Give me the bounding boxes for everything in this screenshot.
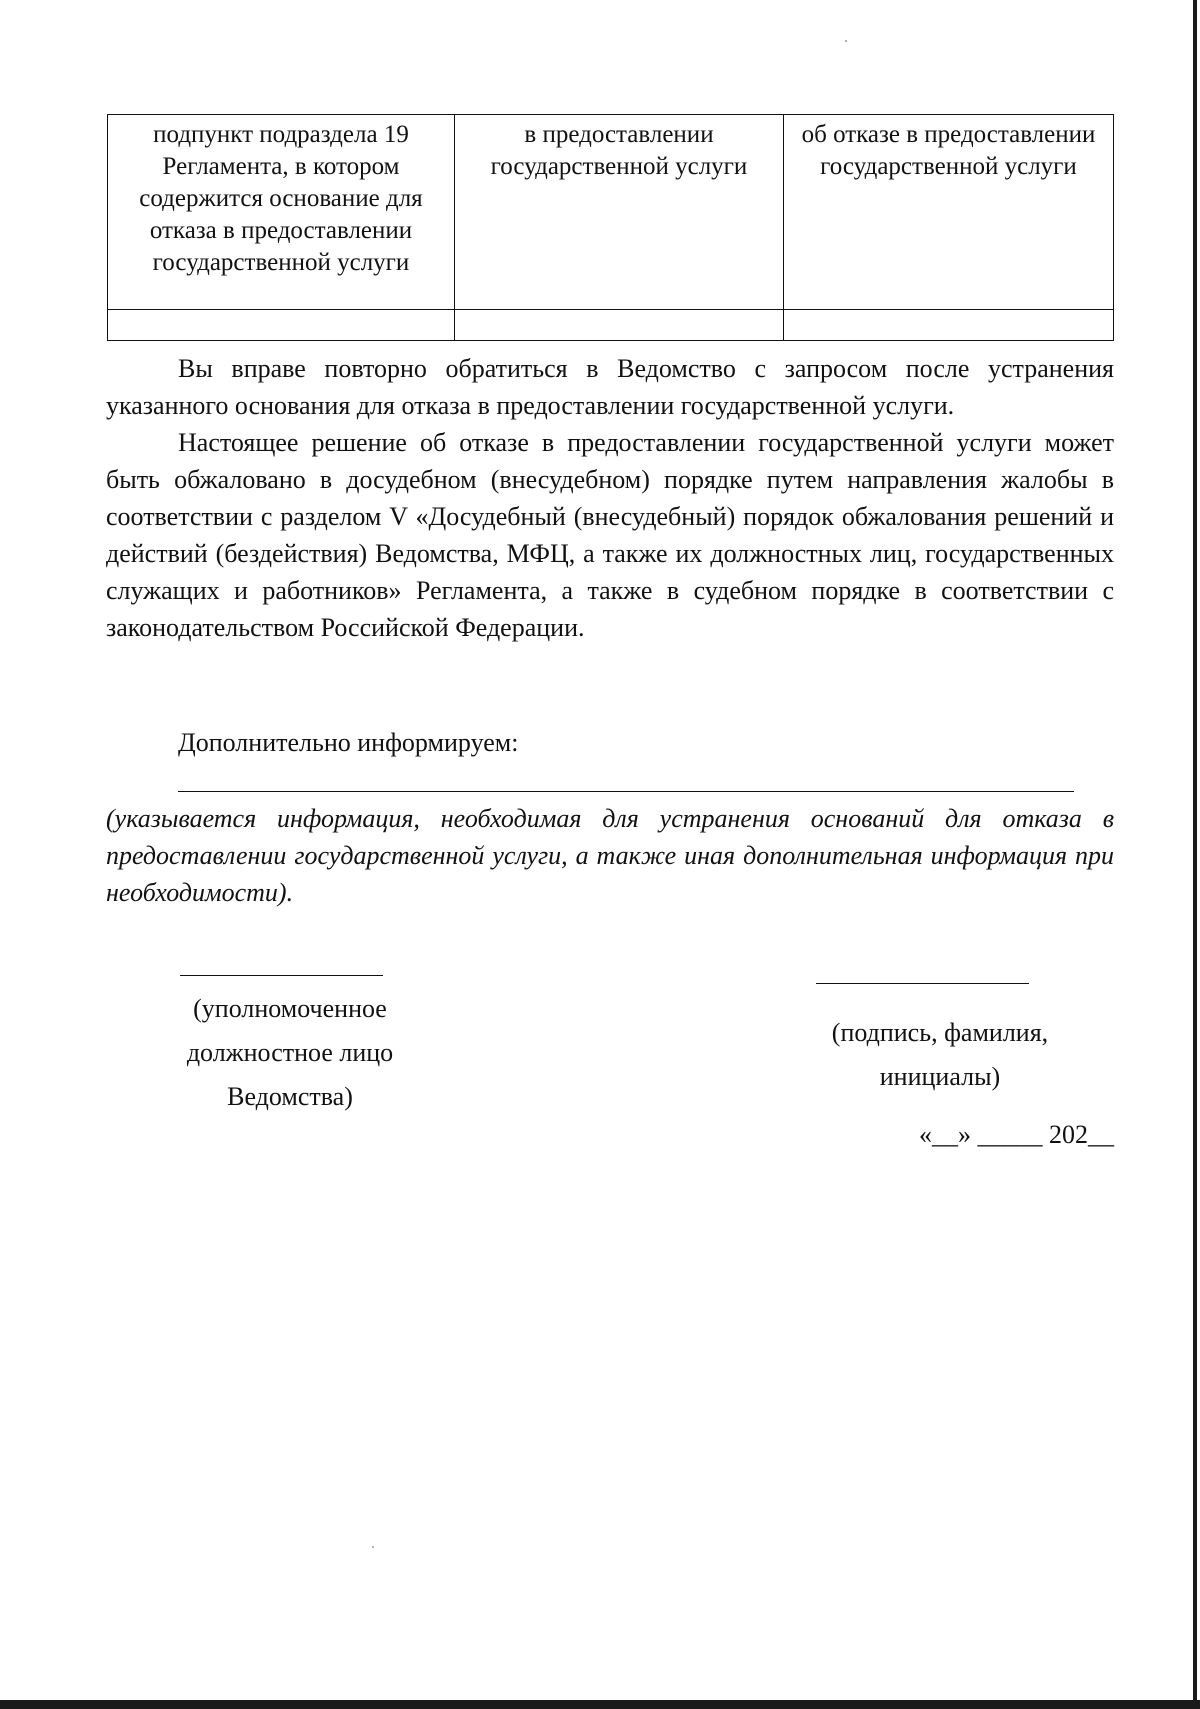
scan-edge-bottom (0, 1700, 1200, 1709)
signature-name-line (816, 983, 1029, 984)
additional-info-label: Дополнительно информируем: (178, 728, 519, 757)
reapply-paragraph: Вы вправе повторно обратиться в Ведомство с запросом после устранения указанного основания для отказа в предоставлении государственной услуги. (106, 354, 1114, 420)
table-header-cell: в предоставлении государственной услуги (455, 115, 784, 310)
scan-speck (372, 1546, 374, 1548)
table-row (108, 310, 1114, 341)
scan-edge-right (1193, 0, 1197, 1709)
date-field: «__» _____ 202__ (919, 1120, 1114, 1149)
table-cell (455, 310, 784, 341)
refusal-grounds-table (107, 114, 1114, 341)
signature-caption-line: (подпись, фамилия, (831, 1018, 1049, 1047)
appeal-paragraph: Настоящее решение об отказе в предоставлении государственной услуги может быть обжаловано в досудебном (внесудебном) порядке путем направления жалобы в соответствии с разделом V «Досудебный (внесудебный) порядок обжалования решений и действий (бездействия) Ведомства, МФЦ, а также их должностных лиц, государственных служащих и работников» Регламента, а также в судебном порядке в соответствии с законодательством Российской Федерации. (106, 428, 1114, 642)
official-caption-line: должностное лицо (186, 1038, 394, 1067)
table-cell (108, 310, 455, 341)
table-header-cell: об отказе в предоставлении государственной услуги (784, 115, 1114, 310)
official-caption-line: (уполномоченное (193, 994, 387, 1023)
table-cell (784, 310, 1114, 341)
official-caption (130, 987, 450, 1119)
table-header-cell: подпункт подраздела 19 Регламента, в котором содержится основание для отказа в предоставлении государственной услуги (108, 115, 455, 310)
table-header-row (108, 115, 1114, 310)
additional-info-fill-line (178, 791, 1074, 792)
signature-caption (790, 1011, 1090, 1099)
additional-info-note: (указывается информация, необходимая для устранения оснований для отказа в предоставлении государственной услуги, а также иная дополнительная информация при необходимости). (106, 804, 1114, 907)
official-signature-line (180, 975, 383, 976)
scan-speck (845, 40, 847, 42)
signature-caption-line: инициалы) (879, 1062, 1001, 1091)
official-caption-line: Ведомства) (227, 1082, 353, 1111)
